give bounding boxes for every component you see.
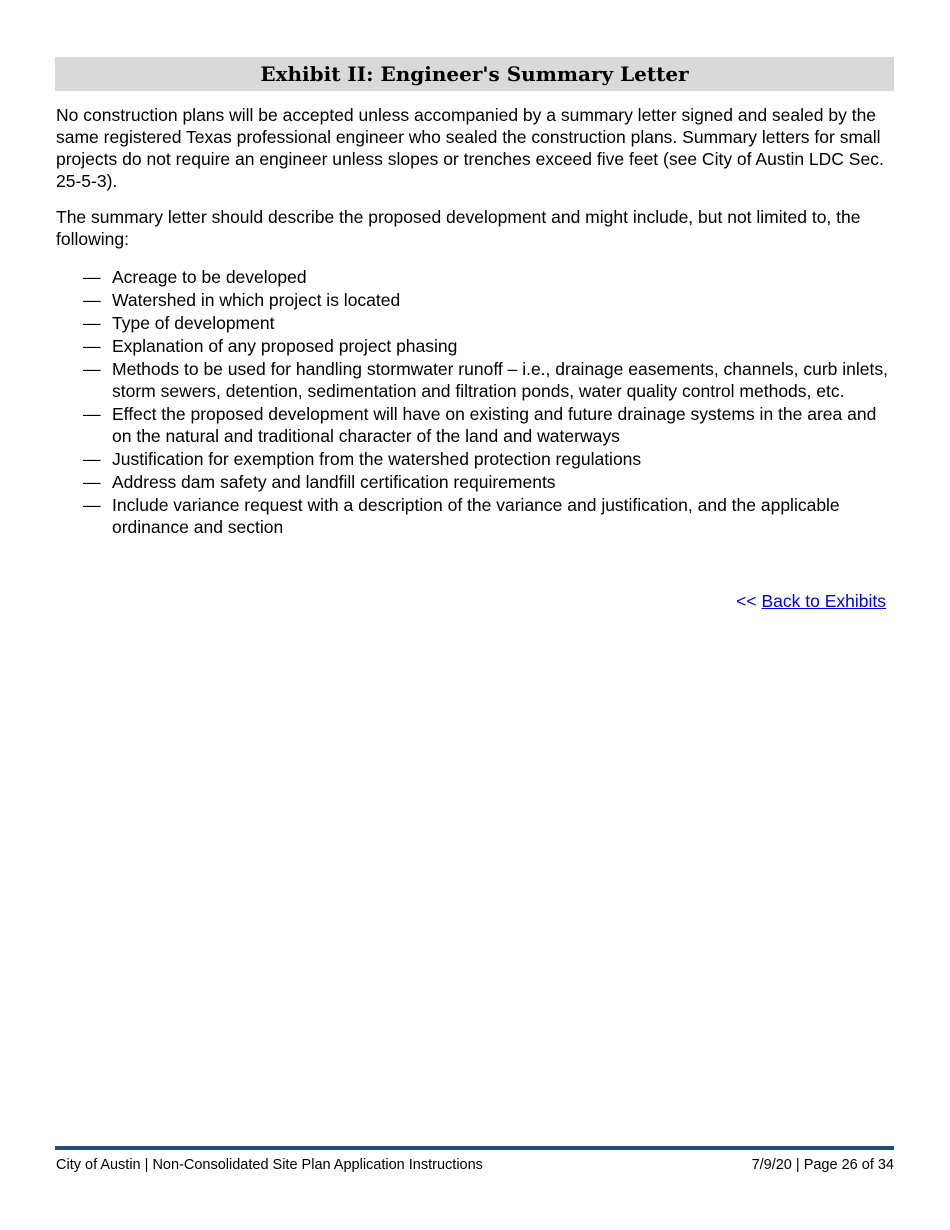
list-item-text: Explanation of any proposed project phasing [112, 336, 458, 356]
list-item [56, 312, 894, 334]
footer-divider [55, 1146, 894, 1150]
dash-bullet-icon: — [83, 404, 101, 424]
back-to-exhibits-link[interactable]: Back to Exhibits [761, 591, 886, 611]
list-item [56, 335, 894, 357]
list-item-text: Type of development [112, 313, 275, 333]
list-item-text: Include variance request with a description of the variance and justification, and the applicable ordinance and section [112, 495, 840, 537]
list-item [56, 266, 894, 288]
footer-document-title: City of Austin | Non-Consolidated Site Plan Application Instructions [56, 1157, 483, 1173]
list-item [56, 403, 894, 447]
back-arrows-icon: << [736, 591, 757, 611]
list-item [56, 448, 894, 470]
dash-bullet-icon: — [83, 336, 101, 356]
document-body [56, 104, 894, 539]
dash-bullet-icon: — [83, 495, 101, 515]
requirements-list [56, 266, 894, 538]
list-item [56, 289, 894, 311]
list-item-text: Acreage to be developed [112, 267, 307, 287]
list-item-text: Watershed in which project is located [112, 290, 401, 310]
dash-bullet-icon: — [83, 290, 101, 310]
dash-bullet-icon: — [83, 359, 101, 379]
dash-bullet-icon: — [83, 472, 101, 492]
list-item [56, 471, 894, 493]
back-navigation [736, 590, 886, 612]
list-item-text: Address dam safety and landfill certification requirements [112, 472, 556, 492]
list-item [56, 358, 894, 402]
list-item-text: Justification for exemption from the watershed protection regulations [112, 449, 642, 469]
dash-bullet-icon: — [83, 313, 101, 333]
list-item-text: Effect the proposed development will have on existing and future drainage systems in the area and on the natural and traditional character of the land and waterways [112, 404, 877, 446]
list-item-text: Methods to be used for handling stormwater runoff – i.e., drainage easements, channels, curb inlets, storm sewers, detention, sedimentation and filtration ponds, water quality control methods, etc. [112, 359, 888, 401]
list-item [56, 494, 894, 538]
intro-paragraph: No construction plans will be accepted unless accompanied by a summary letter signed and sealed by the same registered Texas professional engineer who sealed the construction plans. Summary letters for small projects do not require an engineer unless slopes or trenches exceed five feet (see City of Austin LDC Sec. 25-5-3). [56, 105, 884, 191]
page-title: Exhibit II: Engineer's Summary Letter [55, 57, 894, 91]
dash-bullet-icon: — [83, 449, 101, 469]
footer-page-info: 7/9/20 | Page 26 of 34 [751, 1157, 894, 1173]
summary-letter-paragraph: The summary letter should describe the proposed development and might include, but not limited to, the following: [56, 207, 861, 249]
dash-bullet-icon: — [83, 267, 101, 287]
